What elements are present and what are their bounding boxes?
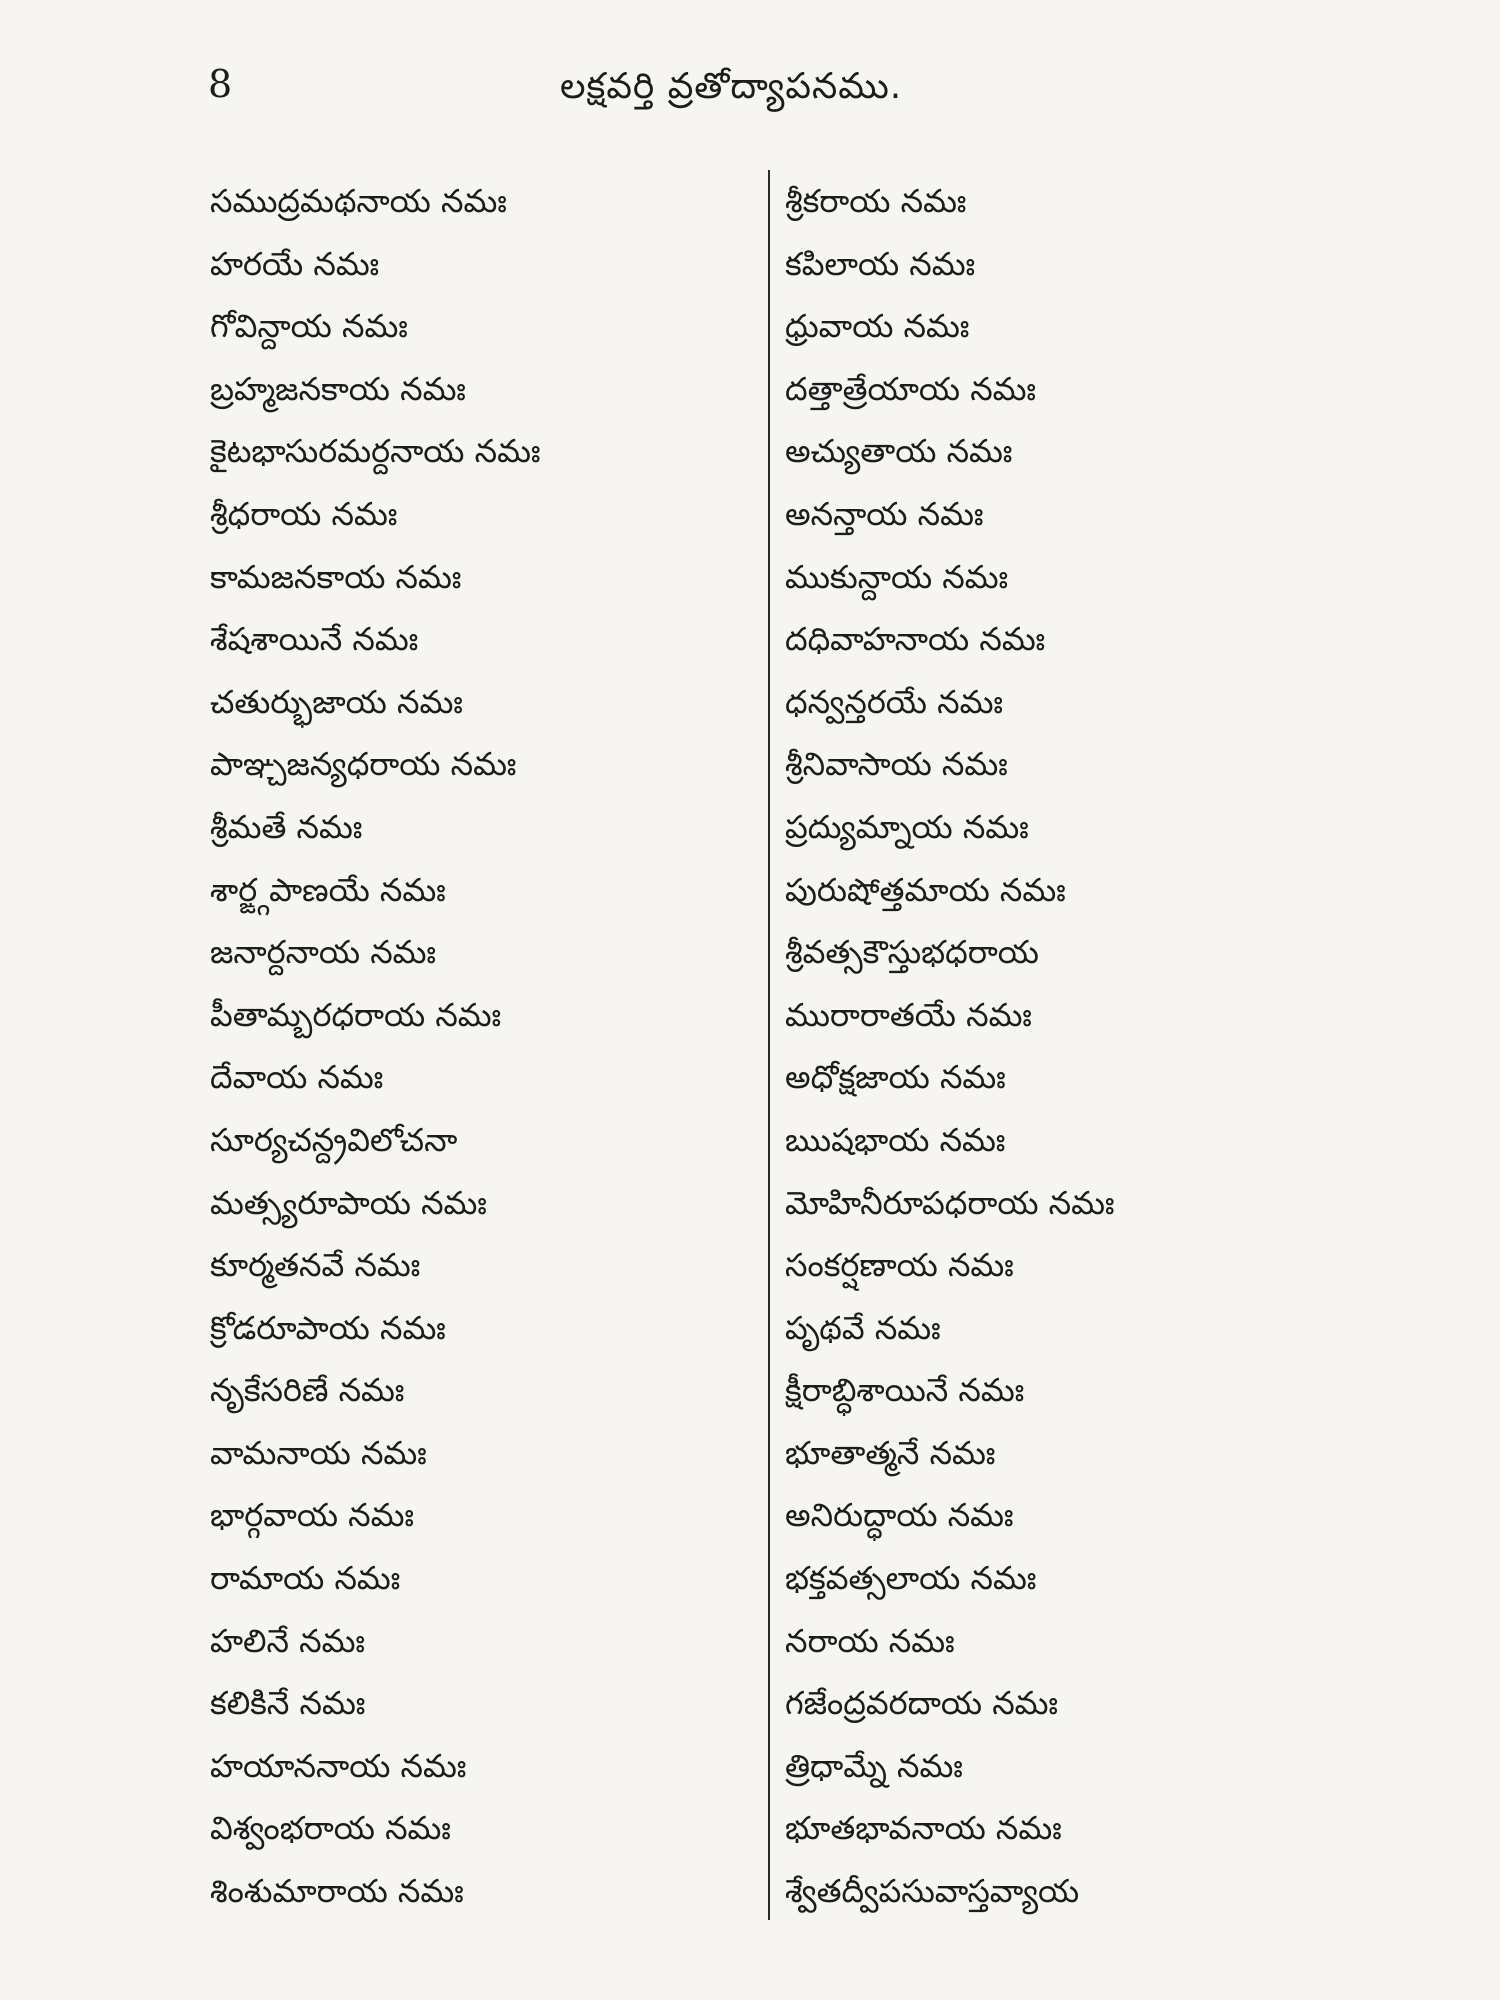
name-line: అనిరుద్ధాయ నమః xyxy=(785,1496,1014,1535)
name-line: దత్తాత్రేయాయ నమః xyxy=(785,369,1037,408)
name-line: క్రోడరూపాయ నమః xyxy=(210,1308,446,1347)
name-line: కపిలాయ నమః xyxy=(785,244,976,283)
name-line: భూతాత్మనే నమః xyxy=(785,1433,996,1472)
name-line: భార్గవాయ నమః xyxy=(210,1496,414,1535)
name-line: శార్ఙ్గపాణయే నమః xyxy=(210,870,446,909)
name-line: అనన్తాయ నమః xyxy=(785,494,984,533)
name-line: బ్రహ్మజనకాయ నమః xyxy=(210,369,466,408)
name-line: ధన్వన్తరయే నమః xyxy=(785,682,1003,721)
name-line: అచ్యుతాయ నమః xyxy=(785,432,1013,471)
name-line: జనార్దనాయ నమః xyxy=(210,933,436,972)
name-line: కూర్మతనవే నమః xyxy=(210,1246,421,1285)
name-line: గజేంద్రవరదాయ నమః xyxy=(785,1684,1058,1723)
name-line: త్రిధామ్నే నమః xyxy=(785,1746,963,1785)
page-number: 8 xyxy=(208,62,233,106)
name-line: భక్తవత్సలాయ నమః xyxy=(785,1559,1037,1598)
name-line: సంకర్షణాయ నమః xyxy=(785,1246,1014,1285)
name-line: కైటభాసురమర్దనాయ నమః xyxy=(210,432,541,471)
name-line: పురుషోత్తమాయ నమః xyxy=(785,870,1066,909)
name-line: శ్రీధరాయ నమః xyxy=(210,494,398,533)
name-line: పృథవే నమః xyxy=(785,1308,941,1347)
page-title: లక్షవర్తి వ్రతోద్యాపనము. xyxy=(560,66,903,107)
name-line: హలినే నమః xyxy=(210,1621,365,1660)
name-line: శ్వేతద్వీపసువాస్తవ్యాయ xyxy=(785,1872,1080,1911)
name-line: భూతభావనాయ నమః xyxy=(785,1809,1062,1848)
name-line: దేవాయ నమః xyxy=(210,1058,384,1097)
page-header xyxy=(0,62,1500,132)
name-line: అధోక్షజాయ నమః xyxy=(785,1058,1006,1097)
name-line: హరయే నమః xyxy=(210,244,380,283)
name-line: గోవిన్దాయ నమః xyxy=(210,307,408,346)
name-line: శేషశాయినే నమః xyxy=(210,620,419,659)
name-line: పాఞ్చజన్యధరాయ నమః xyxy=(210,745,517,784)
name-line: రామాయ నమః xyxy=(210,1559,401,1598)
name-line: నృకేసరిణే నమః xyxy=(210,1371,405,1410)
left-column xyxy=(210,170,750,1923)
name-line: పీతామ్బరధరాయ నమః xyxy=(210,995,502,1034)
name-line: కలికినే నమః xyxy=(210,1684,366,1723)
name-line: ముకున్దాయ నమః xyxy=(785,557,1009,596)
name-line: సూర్యచన్ద్రవిలోచనా xyxy=(210,1120,458,1159)
name-line: క్షీరాబ్ధిశాయినే నమః xyxy=(785,1371,1025,1410)
name-line: ధ్రువాయ నమః xyxy=(785,307,970,346)
name-line: ప్రద్యుమ్నాయ నమః xyxy=(785,807,1029,846)
name-line: హయాననాయ నమః xyxy=(210,1746,467,1785)
name-line: వామనాయ నమః xyxy=(210,1433,427,1472)
name-line: దధివాహనాయ నమః xyxy=(785,620,1046,659)
name-line: శ్రీకరాయ నమః xyxy=(785,182,967,220)
name-line: శ్రీమతే నమః xyxy=(210,807,363,846)
name-line: ఋషభాయ నమః xyxy=(785,1120,1006,1159)
right-column xyxy=(785,170,1345,1923)
name-line: చతుర్భుజాయ నమః xyxy=(210,682,463,721)
name-line: సముద్రమథనాయ నమః xyxy=(210,182,507,220)
name-line: మురారాతయే నమః xyxy=(785,995,1032,1034)
name-line: శ్రీనివాసాయ నమః xyxy=(785,745,1008,784)
name-line: కామజనకాయ నమః xyxy=(210,557,462,596)
name-line: మోహినీరూపధరాయ నమః xyxy=(785,1183,1115,1222)
name-line: విశ్వంభరాయ నమః xyxy=(210,1809,451,1848)
name-line: మత్స్యరూపాయ నమః xyxy=(210,1183,487,1222)
name-line: నరాయ నమః xyxy=(785,1621,955,1660)
name-line: శ్రీవత్సకౌస్తుభధరాయ xyxy=(785,933,1039,972)
name-line: శింశుమారాయ నమః xyxy=(210,1872,464,1911)
column-divider xyxy=(768,170,770,1920)
